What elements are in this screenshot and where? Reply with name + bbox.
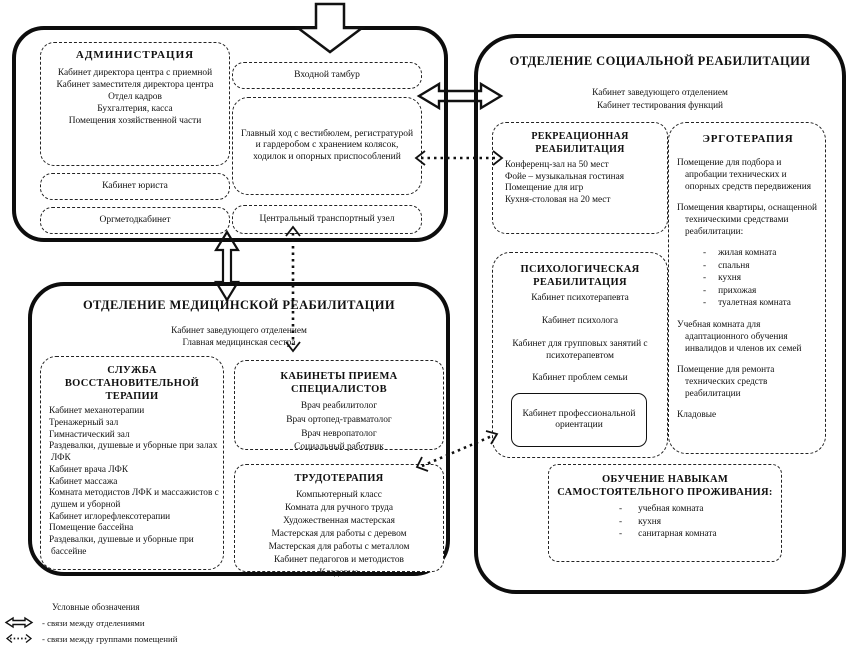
recreation-rehab-box xyxy=(492,122,668,234)
lawyer-office-box xyxy=(40,173,230,200)
psychological-rehab-rooms xyxy=(499,293,661,385)
list-item: - учебная комната xyxy=(619,503,773,516)
occupational-therapy-box xyxy=(234,464,444,578)
group-link-arrow-horizontal-icon xyxy=(412,149,506,167)
list-item: Кабинет иглорефлексотерапии xyxy=(49,511,171,522)
list-item: Конференц-зал на 50 мест xyxy=(505,160,609,170)
list-item: - кухня xyxy=(703,272,819,285)
list-item: Кабинет заместителя директора центра xyxy=(56,79,214,90)
list-item: Гимнастический зал xyxy=(49,429,130,440)
medical-rehab-title: ОТДЕЛЕНИЕ МЕДИЦИНСКОЙ РЕАБИЛИТАЦИИ xyxy=(82,298,396,312)
list-item: - жилая комната xyxy=(703,247,819,260)
list-item: Мастерская для работы с металлом xyxy=(268,542,410,552)
ergotherapy-paragraph: Помещение для подбора и апробации технических и опорных средств передвижения xyxy=(677,157,812,192)
ergotherapy-apartment-rooms xyxy=(703,247,819,310)
specialists-list xyxy=(241,400,437,455)
medical-rehab-subtitle-1: Кабинет заведующего отделением xyxy=(171,326,307,336)
social-rehab-subtitle-1: Кабинет заведующего отделением xyxy=(592,88,728,98)
psychological-rehab-box xyxy=(492,252,668,458)
list-item: Тренажерный зал xyxy=(49,418,119,429)
list-item: Художественная мастерская xyxy=(283,516,395,527)
orgmethod-office-label: Оргметодкабинет xyxy=(99,214,171,225)
list-item: - кухня xyxy=(619,516,773,529)
transport-hub-label: Центральный транспортный узел xyxy=(259,213,395,224)
medical-rehab-subtitle-2: Главная медицинская сестра xyxy=(182,338,296,348)
list-item: Фойе – музыкальная гостиная xyxy=(505,171,625,182)
list-item: Кабинет механотерапии xyxy=(49,406,145,417)
list-item: Врач невропатолог xyxy=(301,428,377,439)
social-rehab-subtitle-2: Кабинет тестирования функций xyxy=(596,101,724,111)
self-living-skills-rooms xyxy=(619,503,773,541)
recreation-rehab-title: РЕКРЕАЦИОННАЯ РЕАБИЛИТАЦИЯ xyxy=(531,131,629,155)
list-item: Кабинет врача ЛФК xyxy=(49,464,129,475)
entrance-vestibule-label: Входной тамбур xyxy=(294,69,360,80)
list-item: Отдел кадров xyxy=(108,91,162,102)
ergotherapy-paragraph: Кладовые xyxy=(677,410,717,421)
ergotherapy-box xyxy=(668,122,826,454)
list-item: - туалетная комната xyxy=(703,297,819,310)
recreation-rehab-rooms xyxy=(501,160,659,207)
list-item: - спальня xyxy=(703,260,819,273)
lawyer-office-label: Кабинет юриста xyxy=(102,180,168,191)
restorative-therapy-rooms xyxy=(45,406,219,558)
main-entrance-label: Главный ход с вестибюлем, регистратурой и гардеробом с хранением колясок, ходилок и опорных приспособлений xyxy=(240,128,414,162)
dept-link-arrow-horizontal-icon xyxy=(416,81,504,111)
psychological-rehab-title: ПСИХОЛОГИЧЕСКАЯ РЕАБИЛИТАЦИЯ xyxy=(520,264,640,289)
administration-block xyxy=(12,26,448,242)
legend-dept-label: - связи между отделениями xyxy=(42,617,145,628)
ergotherapy-paragraph: Учебная комната для адаптационного обучения инвалидов и членов их семей xyxy=(677,319,802,355)
occupational-therapy-title: ТРУДОТЕРАПИЯ xyxy=(294,473,384,484)
list-item: Комната методистов ЛФК и массажистов с душем и уборной xyxy=(49,488,219,510)
list-item: Врач ортопед-травматолог xyxy=(286,414,392,425)
medical-rehab-block xyxy=(28,282,450,576)
list-item: Помещения хозяйственной части xyxy=(68,115,202,126)
list-item: Кабинет проблем семьи xyxy=(532,373,628,384)
list-item: Социальный работник xyxy=(294,442,384,453)
administration-title: АДМИНИСТРАЦИЯ xyxy=(75,49,195,61)
self-living-skills-title: ОБУЧЕНИЕ НАВЫКАМ САМОСТОЯТЕЛЬНОГО ПРОЖИВАНИЯ: xyxy=(557,474,773,499)
list-item: Комната для ручного труда xyxy=(284,503,394,514)
specialists-offices-title: КАБИНЕТЫ ПРИЕМА СПЕЦИАЛИСТОВ xyxy=(280,371,398,396)
group-link-arrow-diagonal-icon xyxy=(414,426,502,474)
list-item: Раздевалки, душевые и уборные при залах ЛФК xyxy=(49,441,218,464)
social-rehab-block xyxy=(474,34,846,594)
list-item: Кухня-столовая на 20 мест xyxy=(505,195,611,206)
vocational-guidance-label: Кабинет профессиональной ориентации xyxy=(522,408,636,430)
list-item: Компьютерный класс xyxy=(296,490,382,501)
entrance-vestibule-box xyxy=(232,62,422,89)
transport-hub-box xyxy=(232,205,422,234)
legend-group-label: - связи между группами помещений xyxy=(42,633,178,644)
legend-row-departments xyxy=(4,616,145,629)
occupational-therapy-rooms xyxy=(241,489,437,580)
dept-link-legend-arrow-icon xyxy=(4,616,34,629)
orgmethod-office-box xyxy=(40,207,230,234)
vocational-guidance-box xyxy=(511,393,647,447)
list-item: Кабинет директора центра с приемной xyxy=(57,67,213,78)
list-item: Бухгалтерия, касса xyxy=(97,103,173,114)
list-item: Кабинет массажа xyxy=(49,476,118,487)
list-item: Раздевалки, душевые и уборные при бассейне xyxy=(49,535,194,557)
specialists-offices-box xyxy=(234,360,444,453)
list-item: Кабинет педагогов и методистов xyxy=(274,554,404,565)
list-item: Кладовые xyxy=(319,567,359,578)
list-item: Кабинет для групповых занятий с психотерапевтом xyxy=(512,338,648,361)
list-item: Врач реабилитолог xyxy=(300,401,378,412)
legend-title: Условные обозначения xyxy=(52,602,140,612)
list-item: Помещение для игр xyxy=(505,183,584,194)
restorative-therapy-box xyxy=(40,356,224,570)
restorative-therapy-title: СЛУЖБА ВОССТАНОВИТЕЛЬНОЙ ТЕРАПИИ xyxy=(64,365,200,403)
list-item: Кабинет психотерапевта xyxy=(531,293,629,304)
ergotherapy-paragraph: Помещения квартиры, оснащенной техническими средствами реабилитации: xyxy=(677,202,818,238)
ergotherapy-paragraph: Помещение для ремонта технических средств реабилитации xyxy=(677,365,775,400)
social-rehab-title: ОТДЕЛЕНИЕ СОЦИАЛЬНОЙ РЕАБИЛИТАЦИИ xyxy=(509,54,811,68)
list-item: Кабинет психолога xyxy=(541,316,619,326)
group-link-legend-arrow-icon xyxy=(4,632,34,645)
list-item: - прихожая xyxy=(703,285,819,298)
legend-row-groups xyxy=(4,632,177,645)
ergotherapy-title: ЭРГОТЕРАПИЯ xyxy=(702,133,794,145)
entrance-down-arrow-icon xyxy=(292,2,368,54)
administration-box xyxy=(40,42,230,166)
list-item: Помещение бассейна xyxy=(49,523,134,534)
self-living-skills-box xyxy=(548,464,782,562)
group-link-arrow-vertical-icon xyxy=(284,225,302,353)
list-item: - санитарная комната xyxy=(619,528,773,541)
dept-link-arrow-vertical-icon xyxy=(213,229,241,303)
administration-rooms xyxy=(47,67,223,127)
list-item: Мастерская для работы с деревом xyxy=(271,529,407,540)
main-entrance-box xyxy=(232,97,422,195)
